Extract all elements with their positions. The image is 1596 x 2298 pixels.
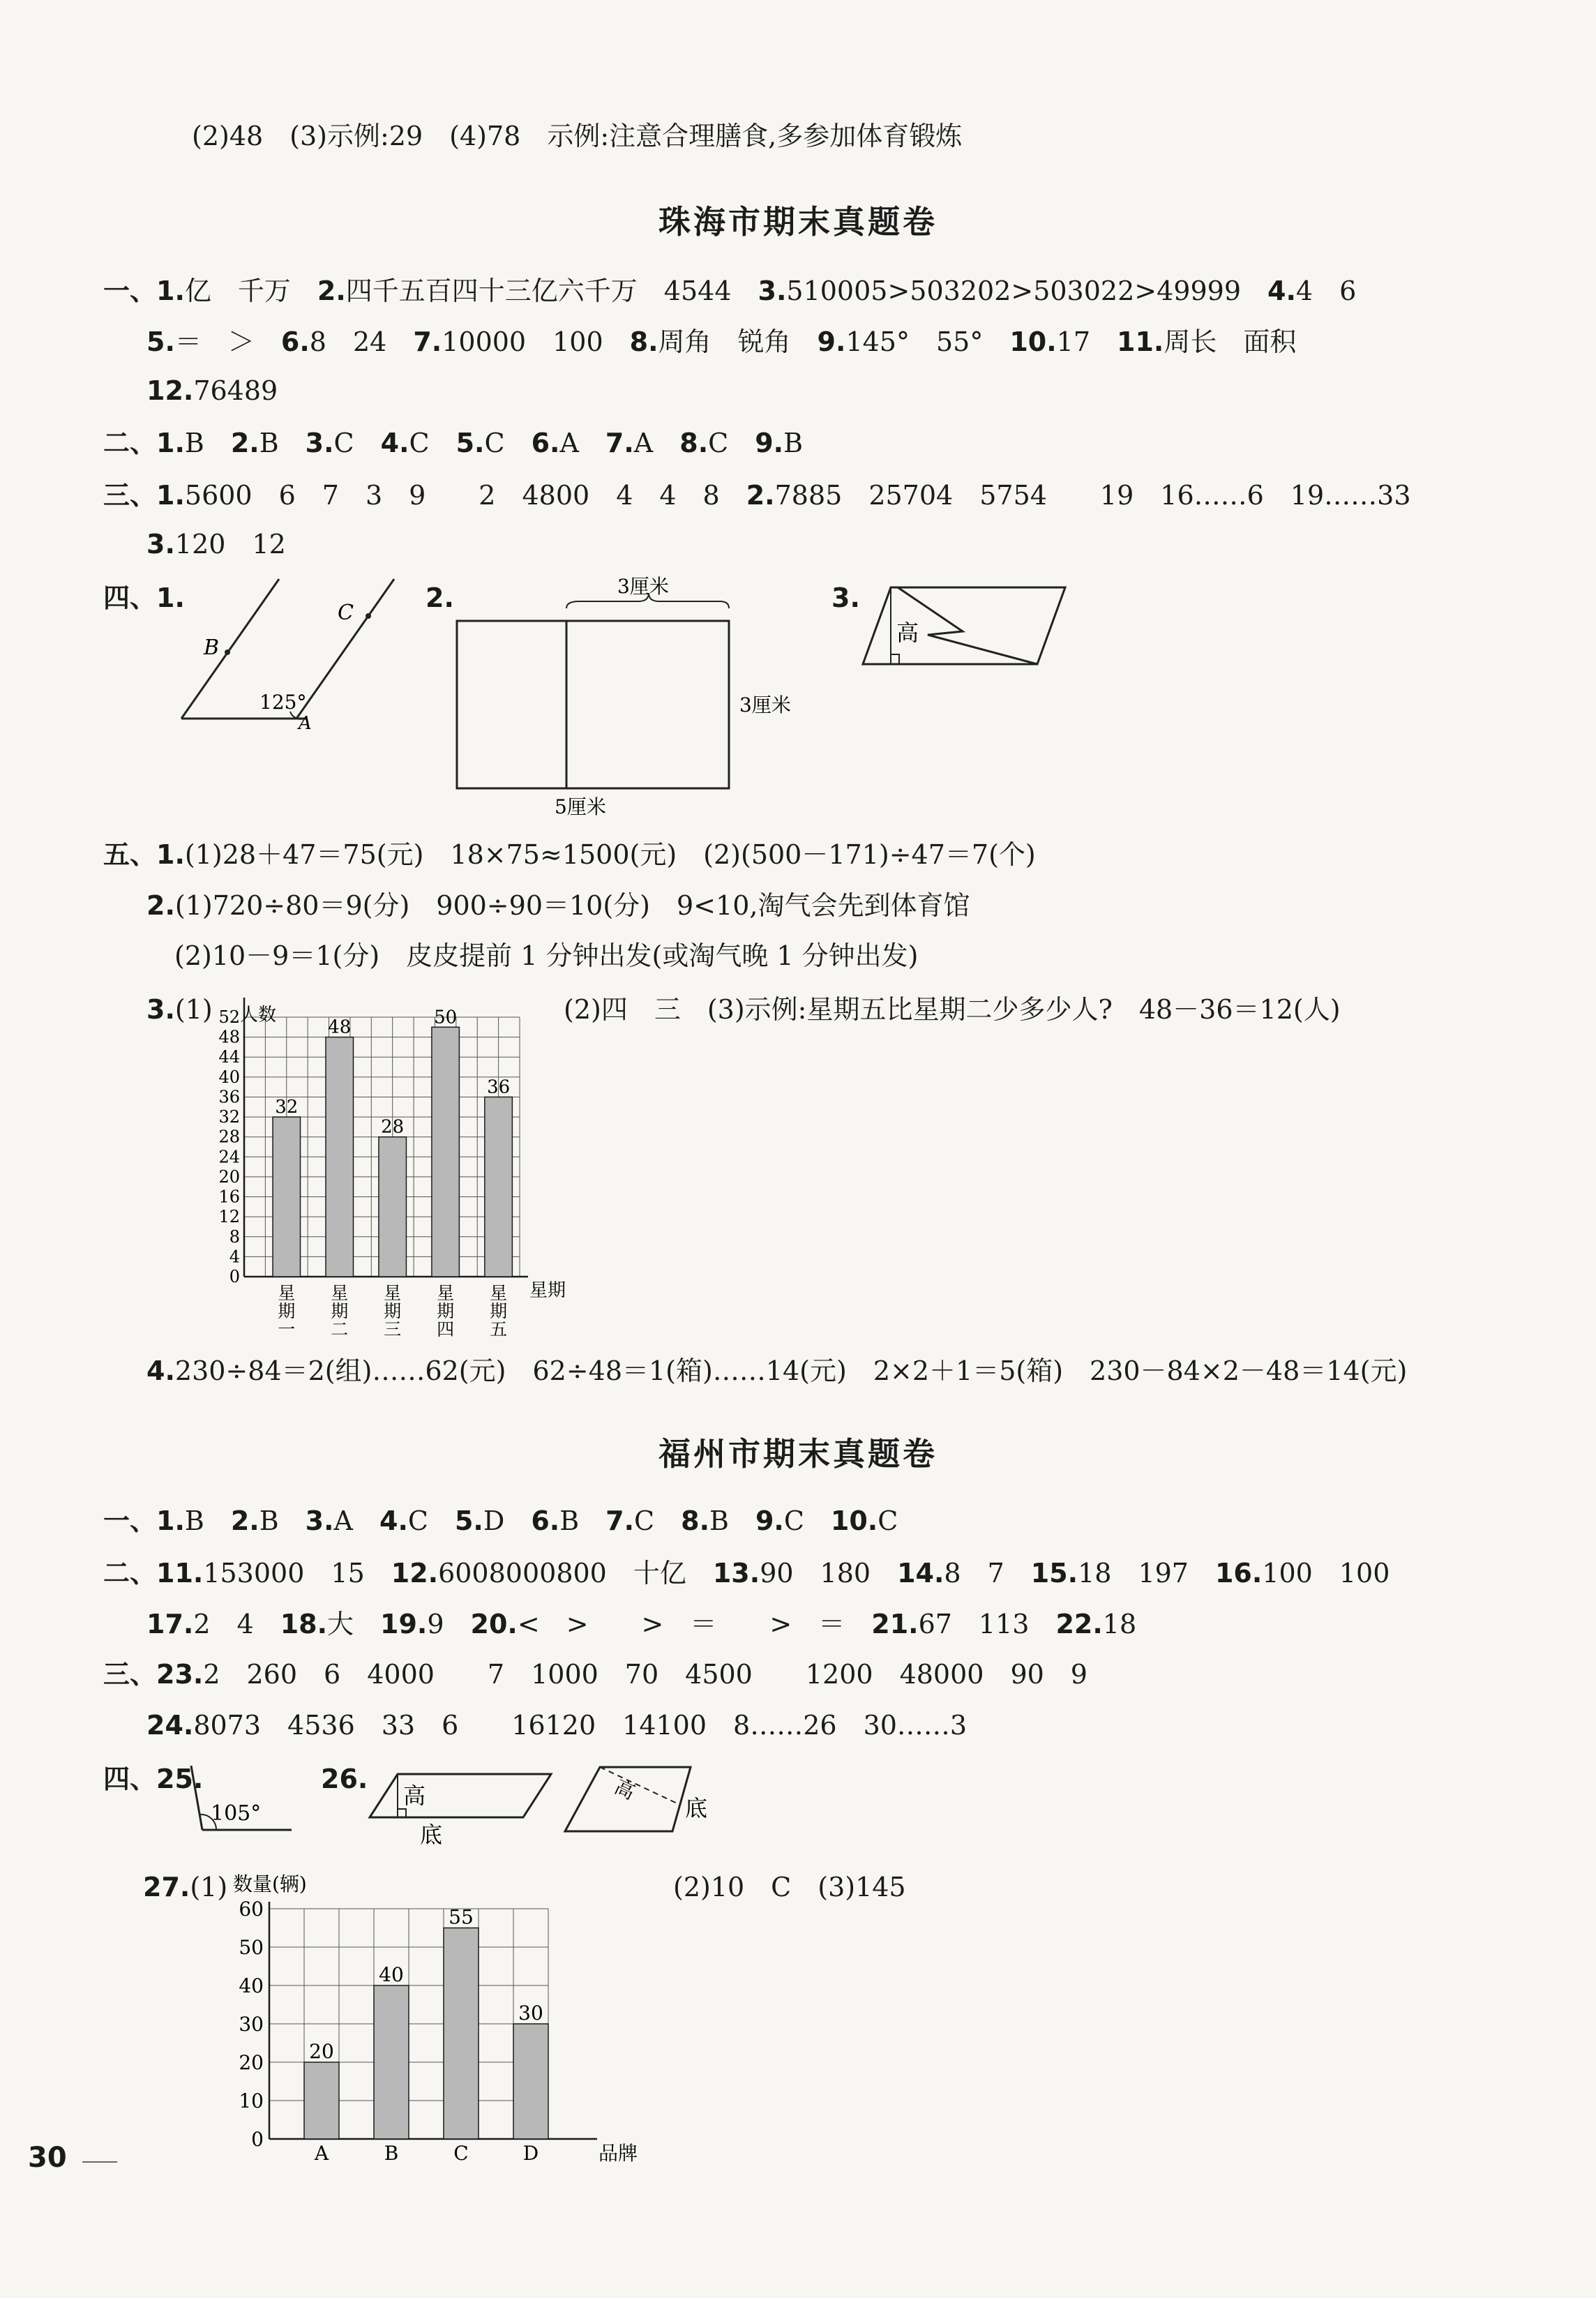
parallelogram-outline [863,587,1065,664]
answer-line-zh5: 三、1.5600 6 7 3 9 2 4800 4 4 8 2.7885 25704 5754 19 16……6 19……33 [103,480,1411,511]
label-fz-25: 四、25. [103,1764,204,1794]
x-tick-label-char: 三 [384,1319,402,1339]
rect-outer [457,621,729,788]
bar-value-label: 50 [434,1007,458,1028]
answer-line-zh2: 5.＝ ＞ 6.8 24 7.10000 100 8.周角 锐角 9.145° 55° 10.17 11.周长 面积 [146,326,1297,357]
answer-line-fz2: 二、11.153000 15 12.6008000800 十亿 13.90 180 14.8 7 15.18 197 16.100 100 [103,1558,1390,1589]
bar-B [374,1985,409,2139]
bar-chart-brands [223,1870,684,2170]
x-tick-label-char: 一 [278,1319,296,1339]
bar-chart-weekday [181,994,600,1339]
answer-line-zh8: 五、1.(1)28＋47＝75(元) 18×75≈1500(元) (2)(500－171)÷47＝7(个) [103,839,1036,870]
answer-line-zh10: (2)10－9＝1(分) 皮皮提前 1 分钟出发(或淘气晚 1 分钟出发) [174,940,919,971]
x-tick-label-char: 星 [490,1283,508,1303]
bar-value-label: 32 [275,1097,299,1118]
y-tick-label: 16 [218,1187,240,1207]
right-angle-mark [891,654,899,664]
answer-line-fz3: 17.2 4 18.大 19.9 20.< > > ＝ > ＝ 21.67 113 22.18 [146,1609,1137,1639]
bar-value-label: 40 [379,1963,404,1986]
y-tick-label: 52 [218,1007,240,1027]
y-tick-label: 36 [218,1087,240,1107]
answer-line-zh9: 2.(1)720÷80＝9(分) 900÷90＝10(分) 9<10,淘气会先到体育馆 [146,890,970,921]
x-tick-label-char: 星 [331,1283,349,1303]
figure-parallelogram-height [855,572,1106,684]
y-tick-label: 30 [239,2013,264,2036]
label-zh-4-3: 3. [831,583,860,613]
x-tick-label: B [384,2142,399,2165]
answer-line-zh1: 一、1.亿 千万 2.四千五百四十三亿六千万 4544 3.510005>503202>503022>49999 4.4 6 [103,276,1357,306]
label-right-3cm: 3厘米 [739,693,791,716]
page-number: 30 [28,2142,67,2174]
bar-1 [273,1117,301,1277]
x-tick-label-char: 期 [331,1301,349,1321]
y-tick-label: 50 [239,1936,264,1959]
answer-line-zh4: 二、1.B 2.B 3.C 4.C 5.C 6.A 7.A 8.C 9.B [103,428,804,458]
answer-line-fz7-text: (2)10 C (3)145 [673,1872,906,1902]
y-tick-label: 48 [218,1027,240,1047]
y-tick-label: 20 [239,2051,264,2074]
bar-value-label: 55 [449,1905,474,1929]
answer-line-zh11-label: 3.(1) [146,994,213,1025]
y-tick-label: 40 [239,1974,264,1997]
section-heading-zhuhai: 珠海市期末真题卷 [658,203,938,241]
point-b [225,649,230,655]
x-axis-title: 品牌 [598,2142,638,2165]
bar-3 [379,1137,407,1277]
x-tick-label-char: 期 [490,1301,508,1321]
y-tick-label: 0 [229,1267,240,1286]
x-tick-label: C [453,2142,469,2165]
figure-parallel-lines [167,572,419,733]
y-tick-label: 10 [239,2089,264,2112]
figure-rectangle [446,572,837,823]
bar-4 [432,1027,460,1277]
bar-C [444,1928,479,2140]
bar-2 [326,1037,354,1277]
x-tick-label-char: 期 [384,1301,402,1321]
bar-value-label: 30 [518,2002,543,2025]
page-number-dash [82,2161,117,2163]
answer-line-fz7-label: 27.(1) [143,1872,228,1902]
label-angle-125: 125° [259,691,307,714]
figure-angle-105 [187,1762,299,1838]
answer-line-fz5: 24.8073 4536 33 6 16120 14100 8……26 30……3 [146,1710,968,1741]
bar-value-label: 28 [381,1116,405,1138]
label-fz-26: 26. [321,1764,368,1794]
x-tick-label: A [314,2142,329,2165]
y-tick-label: 8 [229,1226,240,1247]
x-axis-title: 星期 [529,1280,566,1301]
x-tick-label-char: 二 [331,1319,349,1339]
label-height-1: 高 [403,1782,426,1809]
section-heading-fuzhou: 福州市期末真题卷 [658,1435,938,1473]
label-zh-4-2: 2. [426,583,454,613]
angle-ray [191,1766,202,1830]
x-tick-label-char: 星 [384,1283,402,1303]
x-tick-label-char: 星 [278,1283,296,1303]
label-zh-4-1: 四、1. [103,583,185,613]
answer-line-zh12: 4.230÷84＝2(组)……62(元) 62÷48＝1(箱)……14(元) 2×2＋1＝5(箱) 230－84×2－48＝14(元) [146,1355,1408,1386]
y-axis-title: 人数 [240,1005,277,1026]
y-tick-label: 32 [218,1107,240,1127]
x-tick-label-char: 四 [437,1319,455,1339]
bar-value-label: 20 [309,2040,334,2063]
x-tick-label: D [522,2142,539,2165]
y-tick-label: 4 [229,1247,240,1267]
bar-5 [485,1097,513,1277]
bar-value-label: 48 [328,1016,352,1038]
label-top-3cm: 3厘米 [617,575,669,598]
label-base-2: 底 [685,1795,708,1822]
bar-A [304,2062,339,2139]
y-tick-label: 40 [218,1067,240,1087]
answer-line-fz4: 三、23.2 260 6 4000 7 1000 70 4500 1200 48000 90 9 [103,1659,1087,1690]
figure-parallelograms [363,1762,753,1852]
y-tick-label: 28 [218,1127,240,1147]
label-c: C [338,601,354,625]
label-base-1: 底 [420,1822,443,1848]
label-height-2: 高 [610,1775,639,1805]
bar-D [513,2024,548,2139]
label-a: A [299,713,312,734]
parallelogram-1-right-angle [398,1809,406,1817]
label-b: B [204,636,220,660]
x-tick-label-char: 期 [278,1301,296,1321]
y-tick-label: 60 [239,1898,264,1921]
label-bottom-5cm: 5厘米 [555,795,606,818]
answer-line-zh3: 12.76489 [146,375,278,406]
label-105: 105° [211,1801,262,1826]
line-right [296,579,394,719]
answer-line-zh6: 3.120 12 [146,529,286,560]
point-c [366,613,371,619]
answer-line-top: (2)48 (3)示例:29 (4)78 示例:注意合理膳食,多参加体育锻炼 [192,121,963,151]
x-tick-label-char: 期 [437,1301,455,1321]
answer-line-fz1: 一、1.B 2.B 3.A 4.C 5.D 6.B 7.C 8.B 9.C 10.C [103,1505,898,1536]
answer-line-zh11-text: (2)四 三 (3)示例:星期五比星期二少多少人? 48－36＝12(人) [564,994,1341,1025]
parallelogram-2-height [600,1767,680,1805]
label-height: 高 [896,619,919,646]
y-tick-label: 20 [218,1166,240,1187]
x-tick-label-char: 五 [490,1319,508,1339]
y-tick-label: 12 [218,1207,240,1227]
y-axis-title: 数量(辆) [233,1872,307,1895]
y-tick-label: 44 [218,1047,240,1067]
y-tick-label: 0 [251,2128,264,2151]
x-tick-label-char: 星 [437,1283,455,1303]
y-tick-label: 24 [218,1147,240,1167]
bar-value-label: 36 [487,1076,511,1098]
